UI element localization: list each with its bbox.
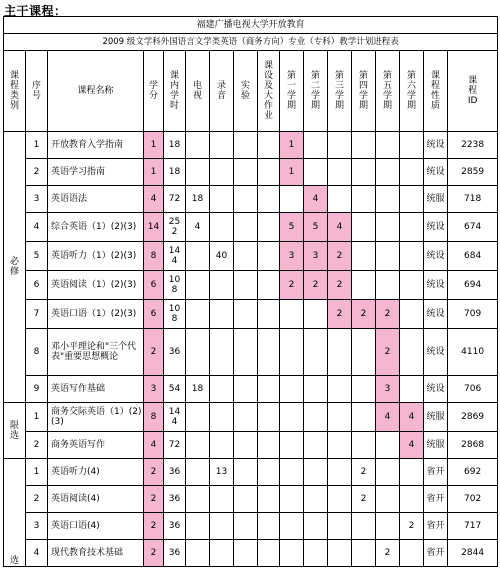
cell-course-id: 709: [448, 300, 498, 329]
cell-term1: 1: [280, 132, 304, 159]
cell-practice: [258, 459, 280, 486]
table-row: [4, 186, 498, 213]
cell-lab: [234, 213, 258, 242]
cell-term4: [352, 159, 376, 186]
table-row: [4, 271, 498, 300]
cell-term2: [304, 432, 328, 459]
cell-credits: 1: [144, 159, 164, 186]
cell-tv: [186, 513, 210, 540]
cell-practice: [258, 486, 280, 513]
table-row: [4, 242, 498, 271]
cell-hours: 10 8: [164, 300, 186, 329]
cell-term1: [280, 513, 304, 540]
table-subtitle: 2009 级文学科外国语言文学类英语（商务方向）专业（专科）教学计划进程表: [4, 34, 498, 51]
cell-practice: [258, 132, 280, 159]
cell-audio: [210, 329, 234, 376]
cell-term1: [280, 459, 304, 486]
cell-seq: 2: [26, 486, 48, 513]
cell-seq: 5: [26, 242, 48, 271]
cell-seq: 2: [26, 432, 48, 459]
cell-nature: 统服: [424, 403, 448, 432]
cell-term2: 5: [304, 213, 328, 242]
cell-term6: [400, 242, 424, 271]
cell-term6: [400, 186, 424, 213]
cell-tv: [186, 132, 210, 159]
cell-course-id: 2238: [448, 132, 498, 159]
cell-practice: [258, 242, 280, 271]
cell-term2: [304, 159, 328, 186]
cell-term3: [328, 376, 352, 403]
cell-hours: 14 4: [164, 403, 186, 432]
teaching-plan-table: [3, 16, 498, 567]
cell-audio: [210, 186, 234, 213]
table-row: [4, 329, 498, 376]
cell-term4: 2: [352, 486, 376, 513]
cell-tv: [186, 159, 210, 186]
cell-term5: [376, 159, 400, 186]
cell-term6: [400, 376, 424, 403]
cell-term3: [328, 159, 352, 186]
cell-term1: [280, 300, 304, 329]
cell-seq: 7: [26, 300, 48, 329]
header-term4: 第四学期: [352, 51, 376, 132]
header-term1: 第一学期: [280, 51, 304, 132]
header-seq: 序号: [26, 51, 48, 132]
cell-name: 英语听力（1）(2)(3): [48, 242, 144, 271]
cell-course-id: 718: [448, 186, 498, 213]
cell-term6: [400, 159, 424, 186]
cell-audio: 13: [210, 459, 234, 486]
table-row: [4, 132, 498, 159]
cell-nature: 统设: [424, 376, 448, 403]
cell-course-id: 4110: [448, 329, 498, 376]
cell-course-id: 706: [448, 376, 498, 403]
cell-term1: 2: [280, 271, 304, 300]
cell-seq: 1: [26, 403, 48, 432]
cell-tv: [186, 486, 210, 513]
cell-practice: [258, 432, 280, 459]
cell-tv: [186, 432, 210, 459]
cell-lab: [234, 540, 258, 567]
cell-nature: 统设: [424, 271, 448, 300]
cell-lab: [234, 329, 258, 376]
cell-term5: [376, 459, 400, 486]
cell-seq: 2: [26, 159, 48, 186]
cell-name: 综合英语（1）(2)(3): [48, 213, 144, 242]
cell-term2: [304, 132, 328, 159]
cell-hours: 72: [164, 186, 186, 213]
cell-term2: 3: [304, 242, 328, 271]
cell-name: 英语语法: [48, 186, 144, 213]
cell-term2: [304, 329, 328, 376]
cell-nature: 统设: [424, 329, 448, 376]
cell-term1: [280, 329, 304, 376]
cell-tv: [186, 540, 210, 567]
cell-term2: 4: [304, 186, 328, 213]
cell-term3: 2: [328, 271, 352, 300]
cell-term1: [280, 486, 304, 513]
cell-term6: [400, 271, 424, 300]
cell-tv: [186, 459, 210, 486]
cell-term4: [352, 513, 376, 540]
header-term6: 第六学期: [400, 51, 424, 132]
cell-audio: 40: [210, 242, 234, 271]
cell-term6: 2: [400, 513, 424, 540]
cell-name: 英语阅读(4): [48, 486, 144, 513]
cell-audio: [210, 513, 234, 540]
cell-term1: [280, 540, 304, 567]
cell-lab: [234, 513, 258, 540]
cell-credits: 8: [144, 403, 164, 432]
cell-term1: 1: [280, 159, 304, 186]
cell-credits: 4: [144, 186, 164, 213]
cell-term2: [304, 403, 328, 432]
cell-term4: [352, 376, 376, 403]
cell-term4: [352, 329, 376, 376]
cell-lab: [234, 403, 258, 432]
cell-name: 商务英语写作: [48, 432, 144, 459]
cell-term3: [328, 486, 352, 513]
cell-lab: [234, 242, 258, 271]
cell-term6: [400, 329, 424, 376]
cell-name: 英语口语(4): [48, 513, 144, 540]
cell-term4: 2: [352, 300, 376, 329]
cell-course-id: 2869: [448, 403, 498, 432]
cell-name: 英语口语（1）(2)(3): [48, 300, 144, 329]
cell-credits: 2: [144, 513, 164, 540]
cell-seq: 6: [26, 271, 48, 300]
cell-credits: 14: [144, 213, 164, 242]
cell-lab: [234, 271, 258, 300]
cell-term3: [328, 513, 352, 540]
cell-seq: 1: [26, 132, 48, 159]
cell-term3: 2: [328, 300, 352, 329]
cell-term6: [400, 300, 424, 329]
section-heading: 主干课程：: [4, 4, 67, 18]
header-credits: 学分: [144, 51, 164, 132]
cell-term3: 2: [328, 242, 352, 271]
cell-course-id: 702: [448, 486, 498, 513]
cell-practice: [258, 403, 280, 432]
cell-practice: [258, 376, 280, 403]
cell-hours: 14 4: [164, 242, 186, 271]
cell-term2: 2: [304, 271, 328, 300]
cell-term2: [304, 540, 328, 567]
cell-audio: [210, 540, 234, 567]
cell-practice: [258, 300, 280, 329]
cell-term3: [328, 403, 352, 432]
cell-tv: 18: [186, 186, 210, 213]
cell-term3: [328, 186, 352, 213]
table-row: [4, 300, 498, 329]
table-row: [4, 459, 498, 486]
table-row: [4, 213, 498, 242]
cell-term4: [352, 540, 376, 567]
cell-tv: [186, 242, 210, 271]
cell-term5: 2: [376, 540, 400, 567]
cell-term3: [328, 432, 352, 459]
cell-hours: 72: [164, 432, 186, 459]
header-class-hours: 课内学时: [164, 51, 186, 132]
cell-term1: [280, 432, 304, 459]
cell-nature: 统服: [424, 432, 448, 459]
cell-term3: 4: [328, 213, 352, 242]
cell-seq: 3: [26, 186, 48, 213]
cell-term1: [280, 186, 304, 213]
cell-term5: [376, 242, 400, 271]
cell-lab: [234, 459, 258, 486]
cell-hours: 36: [164, 459, 186, 486]
cell-term4: [352, 271, 376, 300]
category-limited: 限选: [4, 403, 26, 459]
cell-term5: [376, 432, 400, 459]
cell-name: 开放教育入学指南: [48, 132, 144, 159]
cell-term3: [328, 132, 352, 159]
cell-term2: [304, 513, 328, 540]
cell-term1: 3: [280, 242, 304, 271]
table-row: [4, 540, 498, 567]
cell-lab: [234, 486, 258, 513]
cell-course-id: 2859: [448, 159, 498, 186]
cell-term5: 2: [376, 300, 400, 329]
cell-audio: [210, 271, 234, 300]
cell-audio: [210, 376, 234, 403]
cell-term5: [376, 271, 400, 300]
cell-term2: [304, 459, 328, 486]
cell-term5: [376, 486, 400, 513]
cell-credits: 2: [144, 486, 164, 513]
cell-hours: 36: [164, 329, 186, 376]
cell-credits: 1: [144, 132, 164, 159]
cell-term1: [280, 403, 304, 432]
cell-hours: 25 2: [164, 213, 186, 242]
cell-term5: [376, 132, 400, 159]
cell-term4: [352, 242, 376, 271]
cell-nature: 省开: [424, 459, 448, 486]
cell-practice: [258, 213, 280, 242]
cell-term6: [400, 213, 424, 242]
cell-name: 英语阅读（1）(2)(3): [48, 271, 144, 300]
table-row: [4, 513, 498, 540]
cell-course-id: 684: [448, 242, 498, 271]
cell-hours: 54: [164, 376, 186, 403]
cell-term2: [304, 300, 328, 329]
cell-course-id: 717: [448, 513, 498, 540]
cell-seq: 4: [26, 540, 48, 567]
header-name: 课程名称: [48, 51, 144, 132]
cell-course-id: 694: [448, 271, 498, 300]
cell-audio: [210, 432, 234, 459]
header-tv: 电视: [186, 51, 210, 132]
cell-credits: 2: [144, 459, 164, 486]
cell-term4: [352, 186, 376, 213]
cell-term4: 2: [352, 459, 376, 486]
cell-practice: [258, 540, 280, 567]
cell-term6: 4: [400, 403, 424, 432]
cell-term5: [376, 513, 400, 540]
cell-tv: 4: [186, 213, 210, 242]
cell-course-id: 692: [448, 459, 498, 486]
cell-tv: [186, 403, 210, 432]
cell-term5: [376, 213, 400, 242]
cell-lab: [234, 300, 258, 329]
table-row: [4, 486, 498, 513]
cell-term5: [376, 186, 400, 213]
header-category: 课程类别: [4, 51, 26, 132]
cell-seq: 9: [26, 376, 48, 403]
cell-name: 英语写作基础: [48, 376, 144, 403]
cell-seq: 3: [26, 513, 48, 540]
cell-term2: [304, 486, 328, 513]
header-course-id: 课程ID: [448, 51, 498, 132]
cell-tv: 18: [186, 376, 210, 403]
category-elective: 选: [4, 459, 26, 567]
cell-tv: [186, 329, 210, 376]
cell-term5: 2: [376, 329, 400, 376]
cell-term1: [280, 376, 304, 403]
cell-practice: [258, 329, 280, 376]
cell-term5: 3: [376, 376, 400, 403]
cell-nature: 省开: [424, 486, 448, 513]
cell-audio: [210, 486, 234, 513]
cell-credits: 4: [144, 432, 164, 459]
cell-hours: 18: [164, 132, 186, 159]
cell-credits: 2: [144, 540, 164, 567]
cell-credits: 6: [144, 300, 164, 329]
cell-term6: [400, 459, 424, 486]
cell-term3: [328, 329, 352, 376]
header-term5: 第五学期: [376, 51, 400, 132]
cell-hours: 36: [164, 486, 186, 513]
cell-practice: [258, 513, 280, 540]
cell-name: 英语听力(4): [48, 459, 144, 486]
cell-practice: [258, 159, 280, 186]
cell-nature: 统设: [424, 159, 448, 186]
cell-term5: 4: [376, 403, 400, 432]
cell-practice: [258, 186, 280, 213]
table-row: [4, 432, 498, 459]
cell-name: 邓小平理论和"三个代表"重要思想概论: [48, 329, 144, 376]
cell-practice: [258, 271, 280, 300]
cell-name: 商务交际英语（1）(2)(3): [48, 403, 144, 432]
cell-name: 现代教育技术基础: [48, 540, 144, 567]
cell-audio: [210, 403, 234, 432]
header-term2: 第二学期: [304, 51, 328, 132]
cell-credits: 6: [144, 271, 164, 300]
cell-audio: [210, 132, 234, 159]
header-term3: 第三学期: [328, 51, 352, 132]
cell-credits: 2: [144, 329, 164, 376]
table-row: [4, 376, 498, 403]
cell-hours: 36: [164, 540, 186, 567]
table-title: 福建广播电视大学开放教育: [4, 17, 498, 34]
cell-term3: [328, 459, 352, 486]
cell-term4: [352, 132, 376, 159]
cell-seq: 8: [26, 329, 48, 376]
cell-term2: [304, 376, 328, 403]
cell-course-id: 674: [448, 213, 498, 242]
cell-term3: [328, 540, 352, 567]
cell-term6: 4: [400, 432, 424, 459]
header-lab: 实验: [234, 51, 258, 132]
cell-nature: 统服: [424, 186, 448, 213]
cell-lab: [234, 432, 258, 459]
header-audio: 录音: [210, 51, 234, 132]
cell-audio: [210, 300, 234, 329]
header-practice: 课设及大作业: [258, 51, 280, 132]
cell-term4: [352, 403, 376, 432]
cell-seq: 4: [26, 213, 48, 242]
cell-tv: [186, 300, 210, 329]
cell-tv: [186, 271, 210, 300]
cell-nature: 省开: [424, 513, 448, 540]
cell-term6: [400, 486, 424, 513]
cell-lab: [234, 132, 258, 159]
cell-nature: 统设: [424, 132, 448, 159]
cell-lab: [234, 376, 258, 403]
cell-course-id: 2868: [448, 432, 498, 459]
cell-hours: 36: [164, 513, 186, 540]
cell-term6: [400, 540, 424, 567]
cell-name: 英语学习指南: [48, 159, 144, 186]
cell-lab: [234, 159, 258, 186]
cell-audio: [210, 159, 234, 186]
header-nature: 课程性质: [424, 51, 448, 132]
cell-seq: 1: [26, 459, 48, 486]
cell-nature: 统设: [424, 300, 448, 329]
cell-nature: 统设: [424, 242, 448, 271]
table-row: [4, 403, 498, 432]
cell-term6: [400, 132, 424, 159]
cell-nature: 省开: [424, 540, 448, 567]
cell-term4: [352, 432, 376, 459]
cell-credits: 3: [144, 376, 164, 403]
cell-credits: 8: [144, 242, 164, 271]
cell-lab: [234, 186, 258, 213]
table-row: [4, 159, 498, 186]
cell-nature: 统设: [424, 213, 448, 242]
cell-audio: [210, 213, 234, 242]
category-required: 必修: [4, 132, 26, 403]
cell-term4: [352, 213, 376, 242]
cell-course-id: 2844: [448, 540, 498, 567]
cell-term1: 5: [280, 213, 304, 242]
cell-hours: 10 8: [164, 271, 186, 300]
cell-hours: 18: [164, 159, 186, 186]
